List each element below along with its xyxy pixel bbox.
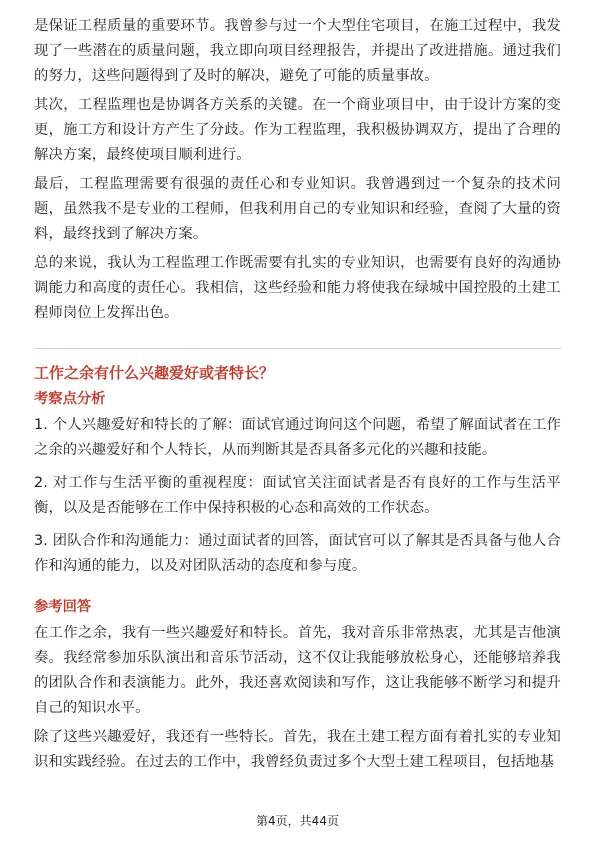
analysis-item-3: 3. 团队合作和沟通能力：通过面试者的回答，面试官可以了解其是否具备与他人合作和沟通的能力，以及对团队活动的态度和参与度。 bbox=[34, 533, 561, 574]
intro-paragraph-1: 是保证工程质量的重要环节。我曾参与过一个大型住宅项目，在施工过程中，我发现了一些潜在的质量问题，我立即向项目经理报告，并提出了改进措施。通过我们的努力，这些问题得到了及时的解决，避免了可能的质量事故。 bbox=[34, 18, 561, 84]
section-divider bbox=[34, 348, 561, 349]
question-heading: 工作之余有什么兴趣爱好或者特长？ bbox=[34, 364, 275, 382]
intro-paragraph-3: 最后，工程监理需要有很强的责任心和专业知识。我曾遇到过一个复杂的技术问题，虽然我不是专业的工程师，但我利用自己的专业知识和经验，查阅了大量的资料，最终找到了解决方案。 bbox=[34, 176, 561, 242]
analysis-item-1: 1. 个人兴趣爱好和特长的了解：面试官通过询问这个问题，希望了解面试者在工作之余的兴趣爱好和个人特长，从而判断其是否具备多元化的兴趣和技能。 bbox=[34, 417, 561, 458]
answer-paragraph-1: 在工作之余，我有一些兴趣爱好和特长。首先，我对音乐非常热衷，尤其是吉他演奏。我经常参加乐队演出和音乐节活动，这不仅让我能够放松身心，还能够培养我的团队合作和表演能力。此外，我还喜欢阅读和写作，这让我能够不断学习和提升自己的知识水平。 bbox=[34, 625, 561, 716]
analysis-heading: 考察点分析 bbox=[34, 391, 106, 407]
intro-paragraph-4: 总的来说，我认为工程监理工作既需要有扎实的专业知识，也需要有良好的沟通协调能力和高度的责任心。我相信，这些经验和能力将使我在绿城中国控股的土建工程师岗位上发挥出色。 bbox=[34, 255, 561, 321]
answer-paragraph-2: 除了这些兴趣爱好，我还有一些特长。首先，我在土建工程方面有着扎实的专业知识和实践经验。在过去的工作中，我曾经负责过多个大型土建工程项目，包括地基 bbox=[34, 729, 561, 770]
analysis-item-2: 2. 对工作与生活平衡的重视程度：面试官关注面试者是否有良好的工作与生活平衡，以及是否能够在工作中保持积极的心态和高效的工作状态。 bbox=[34, 475, 561, 516]
document-page bbox=[34, 14, 561, 779]
page-footer: 第4页，共44页 bbox=[256, 814, 339, 828]
intro-paragraph-2: 其次，工程监理也是协调各方关系的关键。在一个商业项目中，由于设计方案的变更，施工方和设计方产生了分歧。作为工程监理，我积极协调双方，提出了合理的解决方案，最终使项目顺利进行。 bbox=[34, 97, 561, 163]
answer-heading: 参考回答 bbox=[34, 599, 92, 615]
